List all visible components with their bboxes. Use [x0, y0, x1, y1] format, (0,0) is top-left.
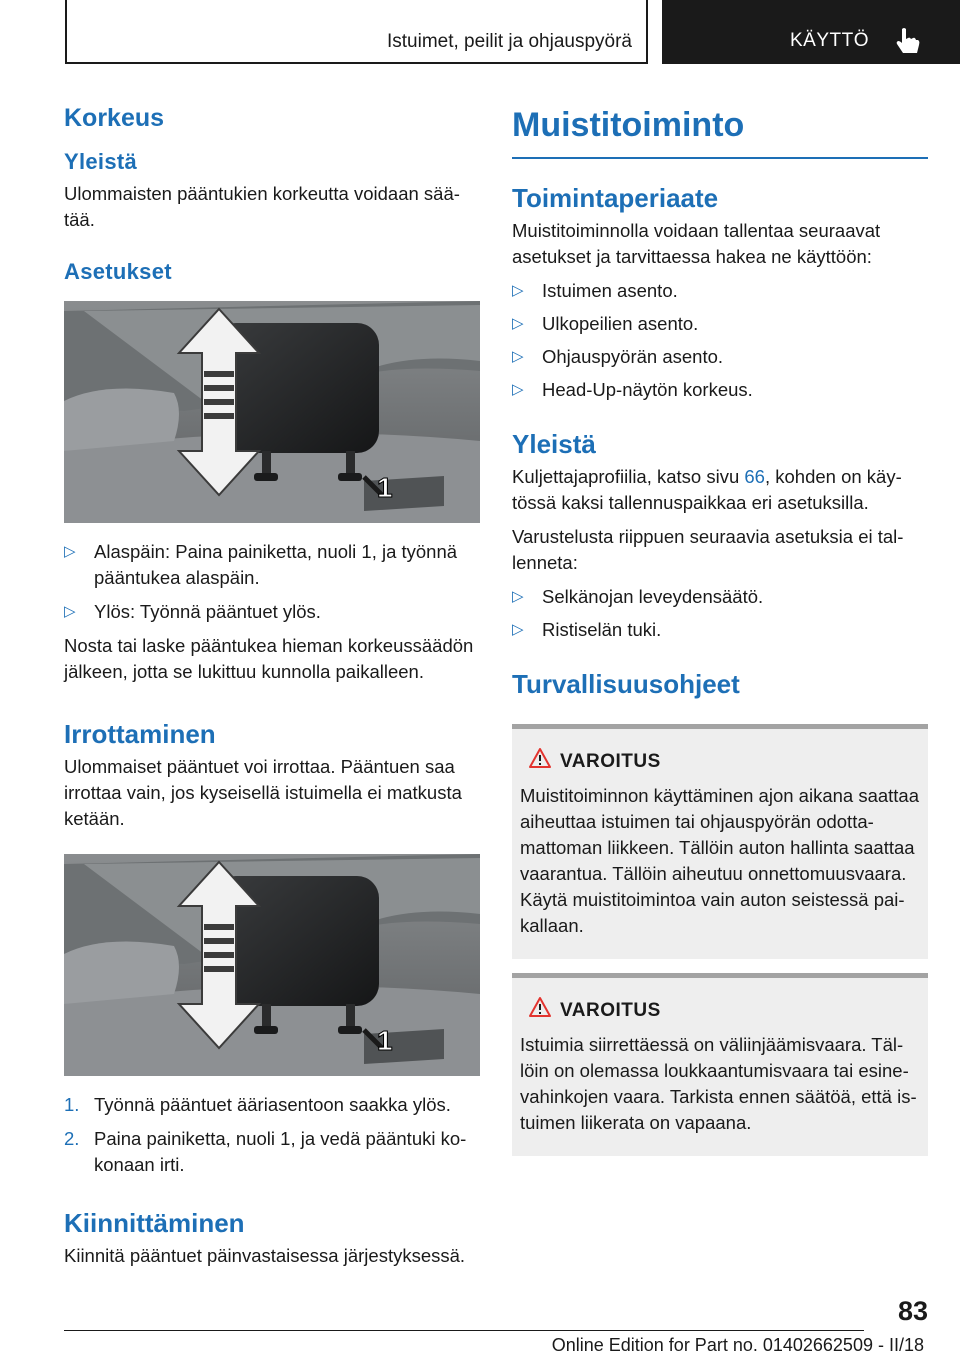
warning-title: VAROITUS — [520, 751, 920, 773]
footer-divider — [64, 1330, 864, 1331]
right-column — [512, 100, 928, 1156]
list-item: ▷ Ohjauspyörän asento. — [512, 346, 724, 367]
list-item: 2. Paina painiketta, nuoli 1, ja vedä pääntuki kokonaan irti. — [64, 1128, 467, 1175]
warning-title: VAROITUS — [520, 1000, 920, 1022]
warning-triangle-icon — [528, 747, 552, 769]
page-link[interactable]: 66 — [744, 466, 765, 487]
heading-korkeus: Korkeus — [64, 104, 165, 132]
list-item: ▷ Ylös: Työnnä pääntuet ylös. — [64, 601, 321, 622]
heading-irrottaminen: Irrottaminen — [64, 719, 216, 749]
left-column — [64, 100, 480, 1269]
toiminta-list — [512, 278, 928, 403]
paragraph-asetukset: Nosta tai laske pääntukea hieman korkeussäädön jälkeen, jotta se lukittuu kunnolla paikalleen. — [64, 635, 474, 682]
yleista-list — [512, 584, 928, 643]
heading-yleista-right: Yleistä — [512, 429, 596, 459]
warning-box-1 — [512, 724, 928, 959]
heading-kiinnittaminen: Kiinnittäminen — [64, 1208, 245, 1238]
list-item: ▷ Head-Up-näytön korkeus. — [512, 379, 753, 400]
warning-box-2 — [512, 973, 928, 1156]
paragraph-yleista-2: Varustelusta riippuen seuraavia asetuksia ei tallenneta: — [512, 526, 904, 573]
headrest-image-2 — [64, 854, 480, 1076]
callout-1: 1 — [377, 472, 393, 503]
list-item: ▷ Istuimen asento. — [512, 280, 678, 301]
header-chapter-tab — [662, 0, 960, 64]
warning-triangle-icon — [528, 996, 552, 1018]
heading-asetukset: Asetukset — [64, 259, 172, 284]
hand-pointer-icon — [894, 27, 920, 55]
list-item: ▷ Selkänojan leveydensäätö. — [512, 586, 764, 607]
list-item: ▷ Ulkopeilien asento. — [512, 313, 699, 334]
heading-toimintaperiaate: Toimintaperiaate — [512, 183, 719, 213]
footer-edition: Online Edition for Part no. 01402662509 - II/18 — [551, 1335, 924, 1355]
heading-yleista: Yleistä — [64, 149, 138, 174]
section-title: Istuimet, peilit ja ohjauspyörä — [386, 31, 632, 52]
asetukset-list — [64, 539, 480, 625]
list-item: ▷ Alaspäin: Paina painiketta, nuoli 1, ja työnnä pääntukea alaspäin. — [64, 541, 458, 588]
chapter-title: KÄYTTÖ — [790, 30, 870, 51]
page-number: 83 — [897, 1296, 928, 1326]
paragraph-toimintaperiaate: Muistitoiminnolla voidaan tallentaa seuraavat asetukset ja tarvittaessa hakea ne käyttöön: — [512, 220, 881, 267]
paragraph-yleista: Ulommaisten pääntukien korkeutta voidaan säätää. — [64, 183, 460, 230]
list-item: 1. Työnnä pääntuet ääriasentoon saakka ylös. — [64, 1094, 451, 1115]
paragraph-kiinnittaminen: Kiinnitä pääntuet päinvastaisessa järjestyksessä. — [64, 1245, 466, 1266]
irrottaminen-steps — [64, 1092, 480, 1178]
warning-text: Muistitoiminnon käyttäminen ajon aikana saattaa aiheuttaa istuimen tai ohjauspyörän odottamattoman liikkeen. Tällöin auton hallinta saattaa vaarantua. Tällöin aiheutuu onnettomuusvaara. Käytä muistitoimintoa vain auton seistessä paikallaan. — [520, 785, 920, 936]
paragraph-irrottaminen: Ulommaiset pääntuet voi irrottaa. Pääntuen saa irrottaa vain, jos kyseisellä istuimella ei matkusta ketään. — [64, 756, 462, 829]
header-section-box — [65, 0, 648, 64]
callout-1: 1 — [377, 1025, 393, 1056]
headrest-image-1 — [64, 301, 480, 523]
list-item: ▷ Ristiselän tuki. — [512, 619, 662, 640]
warning-text: Istuimia siirrettäessä on väliinjäämisvaara. Tällöin on olemassa loukkaantumisvaara tai esinevahinkojen vaara. Tarkista ennen säätöä, että istuimen liikerata on vapaana. — [520, 1034, 917, 1133]
heading-turvallisuusohjeet: Turvallisuusohjeet — [512, 669, 740, 699]
heading-muistitoiminto: Muistitoiminto — [512, 100, 928, 159]
paragraph-yleista-1: Kuljettajaprofiilia, katso sivu 66, kohden on käytössä kaksi tallennuspaikkaa eri asetuksilla. — [512, 466, 902, 513]
